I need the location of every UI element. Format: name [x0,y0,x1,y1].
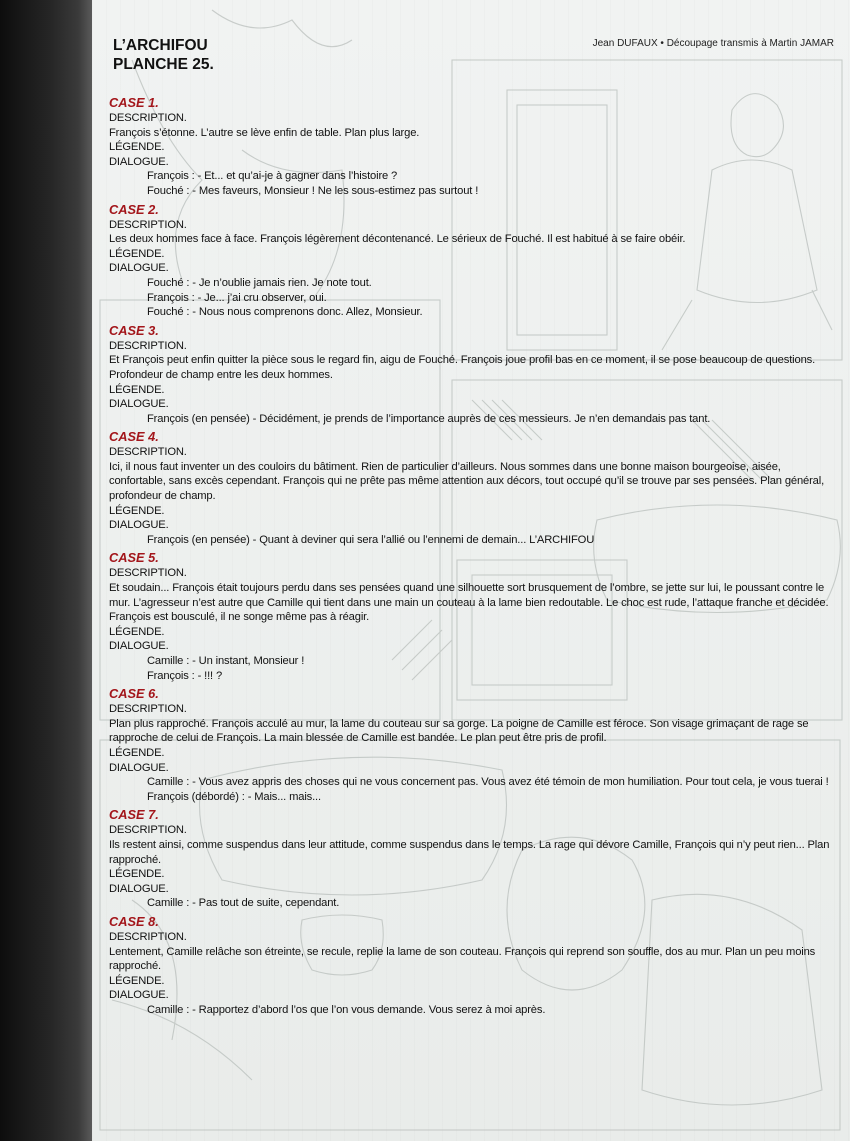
dialogue-line: Fouché : - Je n’oublie jamais rien. Je note tout. [147,276,372,289]
case-title: CASE 4. [109,429,159,445]
case-block [109,807,831,911]
description-label: DESCRIPTION. [109,930,187,943]
dialogue-label: DIALOGUE. [109,989,169,1002]
dialogue-label: DIALOGUE. [109,761,169,774]
dialogue-line: François : - !!! ? [147,669,223,682]
description-label: DESCRIPTION. [109,567,187,580]
case-block [109,686,831,804]
dialogue-line: François : - Je... j’ai cru observer, oui. [147,291,327,304]
description-label: DESCRIPTION. [109,446,187,459]
case-title: CASE 7. [109,807,159,823]
dialogue-label: DIALOGUE. [109,398,169,411]
legende-label: LÉGENDE. [109,974,165,987]
author-credit: Jean DUFAUX • Découpage transmis à Martin JAMAR [592,38,834,49]
legende-label: LÉGENDE. [109,504,165,517]
case-title: CASE 3. [109,322,159,338]
case-block [109,914,831,1018]
description-label: DESCRIPTION. [109,112,187,124]
case-block [109,429,831,547]
case-block [109,323,831,427]
case-title: CASE 5. [109,550,159,566]
dialogue-line: Fouché : - Nous nous comprenons donc. Allez, Monsieur. [147,306,423,319]
dialogue-label: DIALOGUE. [109,262,169,275]
case-block [109,550,831,683]
page-title [113,36,214,74]
script-content [109,95,831,1020]
case-block [109,202,831,320]
dialogue-line: François (en pensée) - Quant à deviner qui sera l’allié ou l’ennemi de demain... L’ARCHIFOU [147,533,595,546]
legende-label: LÉGENDE. [109,625,165,638]
dialogue-line: François : - Et... et qu’ai-je à gagner dans l’histoire ? [147,170,398,183]
case-block [109,95,831,199]
dialogue-label: DIALOGUE. [109,519,169,532]
description-label: DESCRIPTION. [109,218,187,231]
dialogue-line: Camille : - Pas tout de suite, cependant. [147,897,340,910]
case-title: CASE 2. [109,201,159,217]
dialogue-label: DIALOGUE. [109,640,169,653]
title-line-2: PLANCHE 25. [113,56,214,73]
legende-label: LÉGENDE. [109,868,165,881]
dialogue-label: DIALOGUE. [109,155,169,168]
legende-label: LÉGENDE. [109,383,165,396]
legende-label: LÉGENDE. [109,746,165,759]
case-description: Ici, il nous faut inventer un des couloirs du bâtiment. Rien de particulier d’ailleurs. Nous sommes dans une bonne maison bourgeoise, aisée, confortable, sans excès cependant. François qui ne prête pas même attention aux décors, tout occupé qu’il se trouve par ses pensées. Plan général, profondeur de champ. [109,460,825,503]
dialogue-line: Camille : - Vous avez appris des choses qui ne vous concernent pas. Vous avez été témoin de mon humiliation. Pour tout cela, je vous tuerai ! [147,776,829,789]
dialogue-line: Camille : - Un instant, Monsieur ! [147,655,305,667]
script-page [92,0,850,1141]
case-description: Lentement, Camille relâche son étreinte, se recule, replie la lame de son couteau. François qui reprend son souffle, dos au mur. Plan un peu moins rapproché. [109,945,816,973]
case-description: Et soudain... François était toujours perdu dans ses pensées quand une silhouette sort brusquement de l’ombre, se jette sur lui, le poussant contre le mur. L’agresseur n’est autre que Camille qui tient dans une main un couteau à la lame bien redoutable. Le choc est rude, l’attaque franche et décidée. François est bousculé, il ne songe même pas à réagir. [109,582,829,624]
dark-page-edge [0,0,92,1141]
case-description: Les deux hommes face à face. François légèrement décontenancé. Le sérieux de Fouché. Il est habitué à se faire obéir. [109,233,686,246]
description-label: DESCRIPTION. [109,703,187,716]
description-label: DESCRIPTION. [109,824,187,837]
case-description: François s’étonne. L’autre se lève enfin de table. Plan plus large. [109,126,420,139]
description-label: DESCRIPTION. [109,339,187,352]
case-description: Et François peut enfin quitter la pièce sous le regard fin, aigu de Fouché. François joue profil bas en ce moment, il se pose beaucoup de questions. Profondeur de champ entre les deux hommes. [109,354,816,381]
dialogue-line: François (débordé) : - Mais... mais... [147,790,321,803]
case-title: CASE 8. [109,913,159,929]
case-description: Ils restent ainsi, comme suspendus dans leur attitude, comme suspendus dans le temps. La rage qui dévore Camille, François qui n’y peut rien... Plan rapproché. [109,838,830,866]
case-description: Plan plus rapproché. François acculé au mur, la lame du couteau sur sa gorge. La poigne de Camille est féroce. Son visage grimaçant de rage se rapproche de celui de François. La main blessée de Camille est bandée. Le plan peut être pris de profil. [109,717,809,745]
legende-label: LÉGENDE. [109,247,165,260]
dialogue-line: Fouché : - Mes faveurs, Monsieur ! Ne les sous-estimez pas surtout ! [147,184,479,197]
dialogue-label: DIALOGUE. [109,882,169,895]
legende-label: LÉGENDE. [109,141,165,154]
dialogue-line: François (en pensée) - Décidément, je prends de l’importance auprès de ces messieurs. Je n’en demandais pas tant. [147,412,711,425]
title-line-1: L’ARCHIFOU [113,37,208,54]
case-title: CASE 1. [109,95,159,110]
dialogue-line: Camille : - Rapportez d’abord l’os que l’on vous demande. Vous serez à moi après. [147,1003,546,1016]
case-title: CASE 6. [109,686,159,702]
